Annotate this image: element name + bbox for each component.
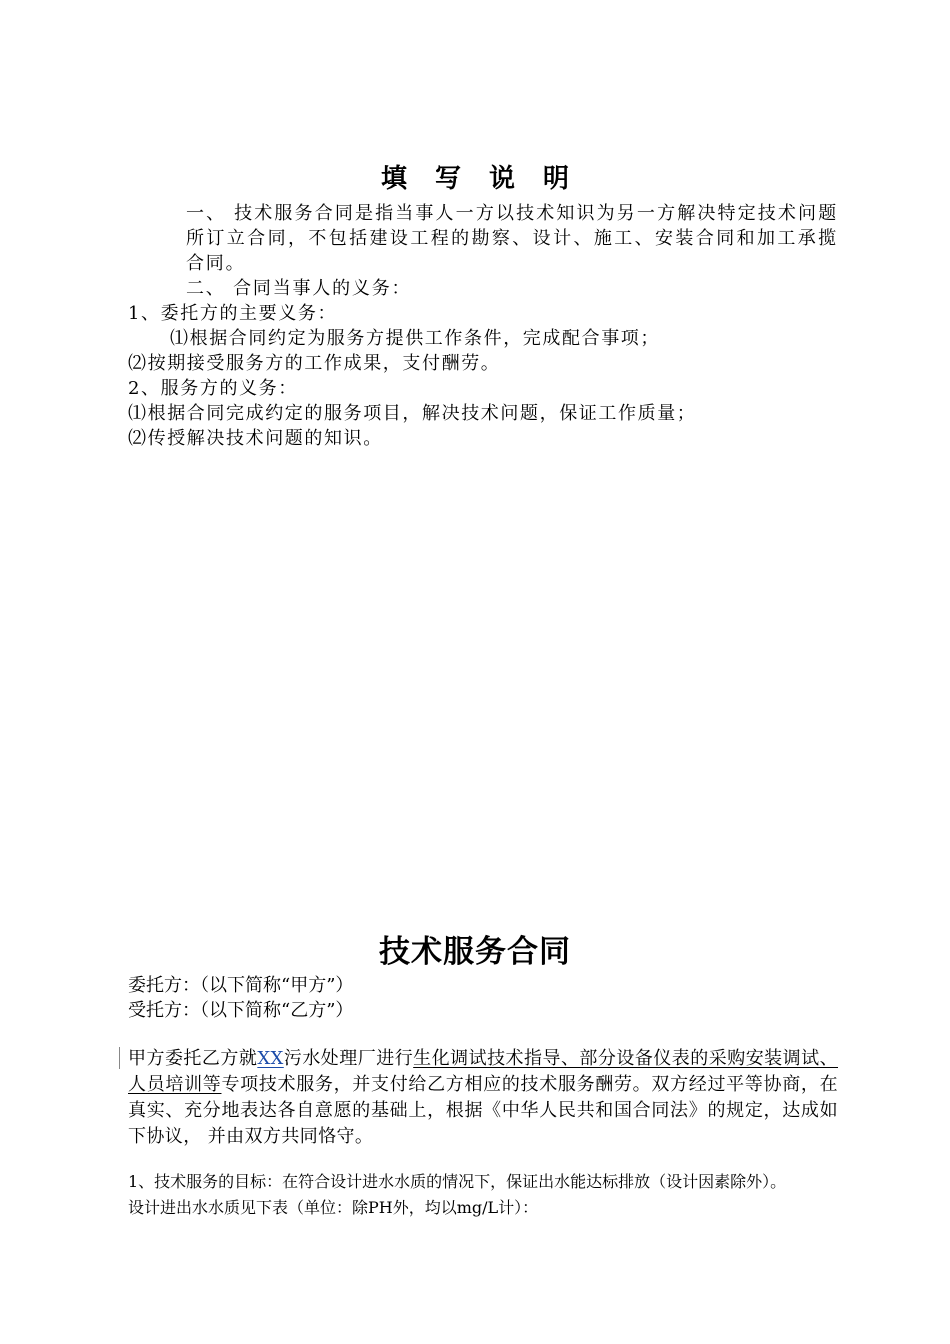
- instructions-paragraph-1: 一、 技术服务合同是指当事人一方以技术知识为另一方解决特定技术问题所订立合同，不包括建设工程的勘察、设计、施工、安装合同和加工承揽合同。: [186, 203, 838, 274]
- intro-text-1: 甲方委托乙方就: [128, 1048, 258, 1069]
- client-obligation-item-1: ⑴根据合同约定为服务方提供工作条件，完成配合事项；: [170, 328, 660, 349]
- contract-title: 技术服务合同: [379, 934, 571, 970]
- provider-obligation-item-1: ⑴根据合同完成约定的服务项目，解决技术问题，保证工作质量；: [128, 403, 697, 424]
- intro-text-4: 专项技术服务，并支付给乙方相应的技术服务酬劳。双方经过平等协商，在真实、充分地表达各自意愿的基础上，根据《中华人民共和国合同法》的规定，达成如下协议， 并由双方共同恪守。: [128, 1074, 839, 1147]
- provider-obligation-item-2: ⑵传授解决技术问题的知识。: [128, 428, 383, 449]
- contract-intro-paragraph: [128, 1046, 838, 1150]
- service-target-line-2: 设计进出水水质见下表（单位：除PH外，均以mg/L计）：: [128, 1198, 539, 1217]
- intro-text-3: 进行: [376, 1048, 414, 1069]
- instructions-obligations-heading: 二、 合同当事人的义务：: [186, 278, 412, 299]
- party-b-line: 受托方：（以下简称“乙方”）: [128, 1000, 354, 1021]
- intro-plant-name: 污水处理厂: [283, 1048, 377, 1069]
- text-cursor: [119, 1047, 120, 1069]
- intro-service-scope: 生化调试技术指导、部分设备仪表的采购安装调试、人员培训等: [128, 1048, 838, 1095]
- party-a-line: 委托方：（以下简称“甲方”）: [128, 975, 354, 996]
- client-obligations-title: 1、委托方的主要义务：: [128, 303, 338, 324]
- provider-obligations-title: 2、服务方的义务：: [128, 378, 298, 399]
- client-obligation-item-2: ⑵按期接受服务方的工作成果，支付酬劳。: [128, 353, 501, 374]
- service-target-line-1: 1、技术服务的目标：在符合设计进水水质的情况下，保证出水能达标排放（设计因素除外）。: [128, 1172, 787, 1191]
- plant-name-link[interactable]: XX: [257, 1048, 284, 1069]
- instructions-heading: 填写说明: [380, 164, 597, 194]
